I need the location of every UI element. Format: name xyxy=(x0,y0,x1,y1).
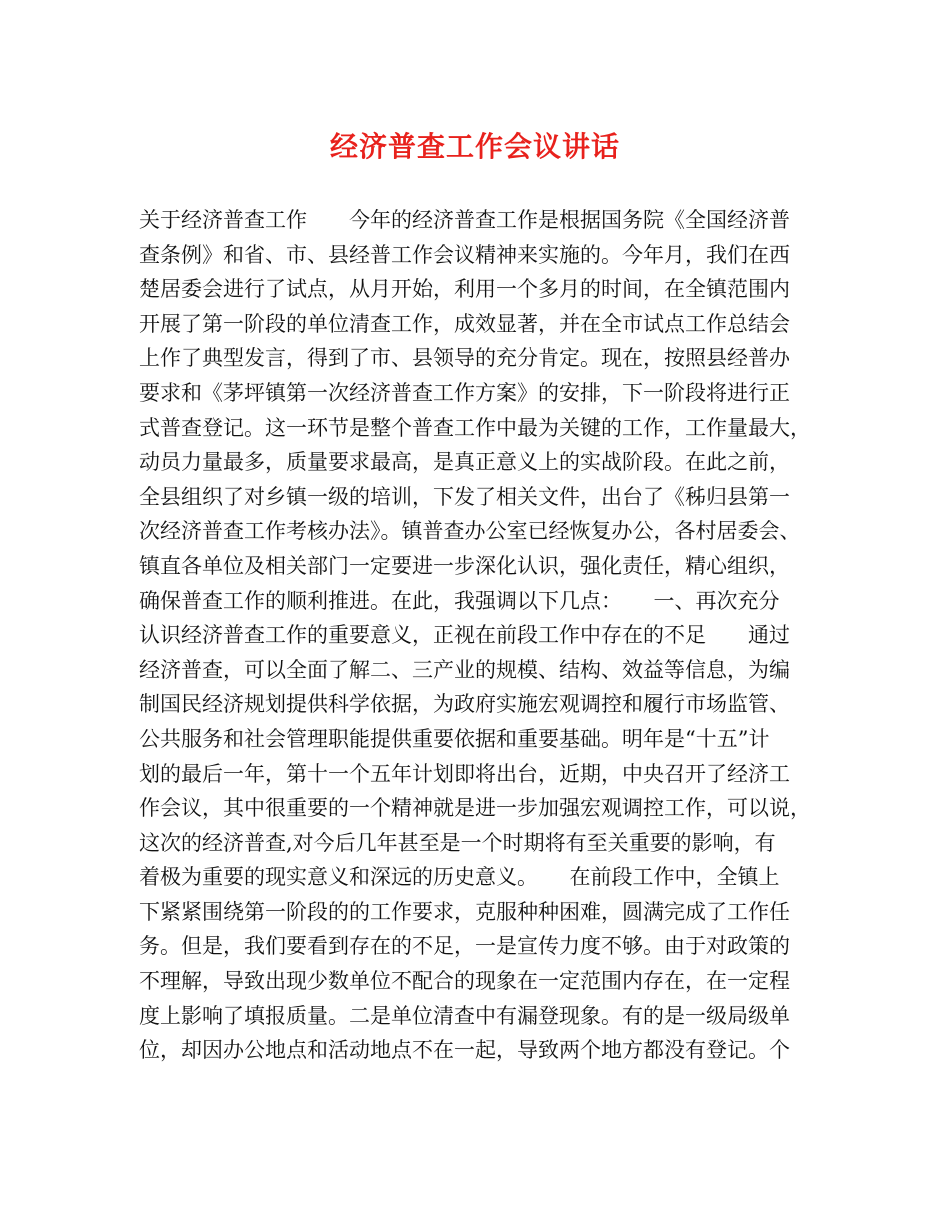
body-line: 公共服务和社会管理职能提供重要依据和重要基础。明年是“十五”计 xyxy=(139,726,770,751)
body-line: 位，却因办公地点和活动地点不在一起，导致两个地方都没有登记。个 xyxy=(139,1038,790,1063)
body-line: 认识经济普查工作的重要意义，正视在前段工作中存在的不足 通过 xyxy=(139,623,790,648)
body-line: 上作了典型发言，得到了市、县领导的充分肯定。现在，按照县经普办 xyxy=(139,346,790,371)
body-line: 着极为重要的现实意义和深远的历史意义。 在前段工作中，全镇上 xyxy=(139,865,780,890)
body-line: 度上影响了填报质量。二是单位清查中有漏登现象。有的是一级局级单 xyxy=(139,1003,790,1028)
body-line: 要求和《茅坪镇第一次经济普查工作方案》的安排，下一阶段将进行正 xyxy=(139,380,790,405)
body-line: 式普查登记。这一环节是整个普查工作中最为关键的工作，工作量最大， xyxy=(139,415,811,440)
body-line: 务。但是，我们要看到存在的不足，一是宣传力度不够。由于对政策的 xyxy=(139,934,790,959)
body-line: 这次的经济普查,对今后几年甚至是一个时期将有至关重要的影响，有 xyxy=(139,830,776,855)
body-line: 镇直各单位及相关部门一定要进一步深化认识，强化责任，精心组织， xyxy=(139,553,790,578)
body-line: 关于经济普查工作 今年的经济普查工作是根据国务院《全国经济普 xyxy=(139,208,790,232)
body-line: 制国民经济规划提供科学依据，为政府实施宏观调控和履行市场监管、 xyxy=(139,692,790,717)
body-line: 查条例》和省、市、县经普工作会议精神来实施的。今年月，我们在西 xyxy=(139,242,790,267)
body-line: 确保普查工作的顺利推进。在此，我强调以下几点： 一、再次充分 xyxy=(139,588,780,613)
document-title: 经济普查工作会议讲话 xyxy=(329,130,620,163)
body-line: 开展了第一阶段的单位清查工作，成效显著，并在全市试点工作总结会 xyxy=(139,311,790,336)
document-body xyxy=(139,203,819,1068)
body-line: 不理解，导致出现少数单位不配合的现象在一定范围内存在，在一定程 xyxy=(139,969,790,994)
body-line: 下紧紧围绕第一阶段的的工作要求，克服种种困难，圆满完成了工作任 xyxy=(139,899,790,924)
body-line: 经济普查，可以全面了解二、三产业的规模、结构、效益等信息，为编 xyxy=(139,657,790,682)
body-line: 全县组织了对乡镇一级的培训，下发了相关文件，出台了《秭归县第一 xyxy=(139,484,790,509)
body-line: 划的最后一年，第十一个五年计划即将出台，近期，中央召开了经济工 xyxy=(139,761,790,786)
body-line: 次经济普查工作考核办法》。镇普查办公室已经恢复办公，各村居委会、 xyxy=(139,519,801,544)
body-line: 作会议，其中很重要的一个精神就是进一步加强宏观调控工作，可以说， xyxy=(139,796,811,821)
body-line: 动员力量最多，质量要求最高，是真正意义上的实战阶段。在此之前， xyxy=(139,450,790,475)
body-line: 楚居委会进行了试点，从月开始，利用一个多月的时间，在全镇范围内 xyxy=(139,277,790,302)
